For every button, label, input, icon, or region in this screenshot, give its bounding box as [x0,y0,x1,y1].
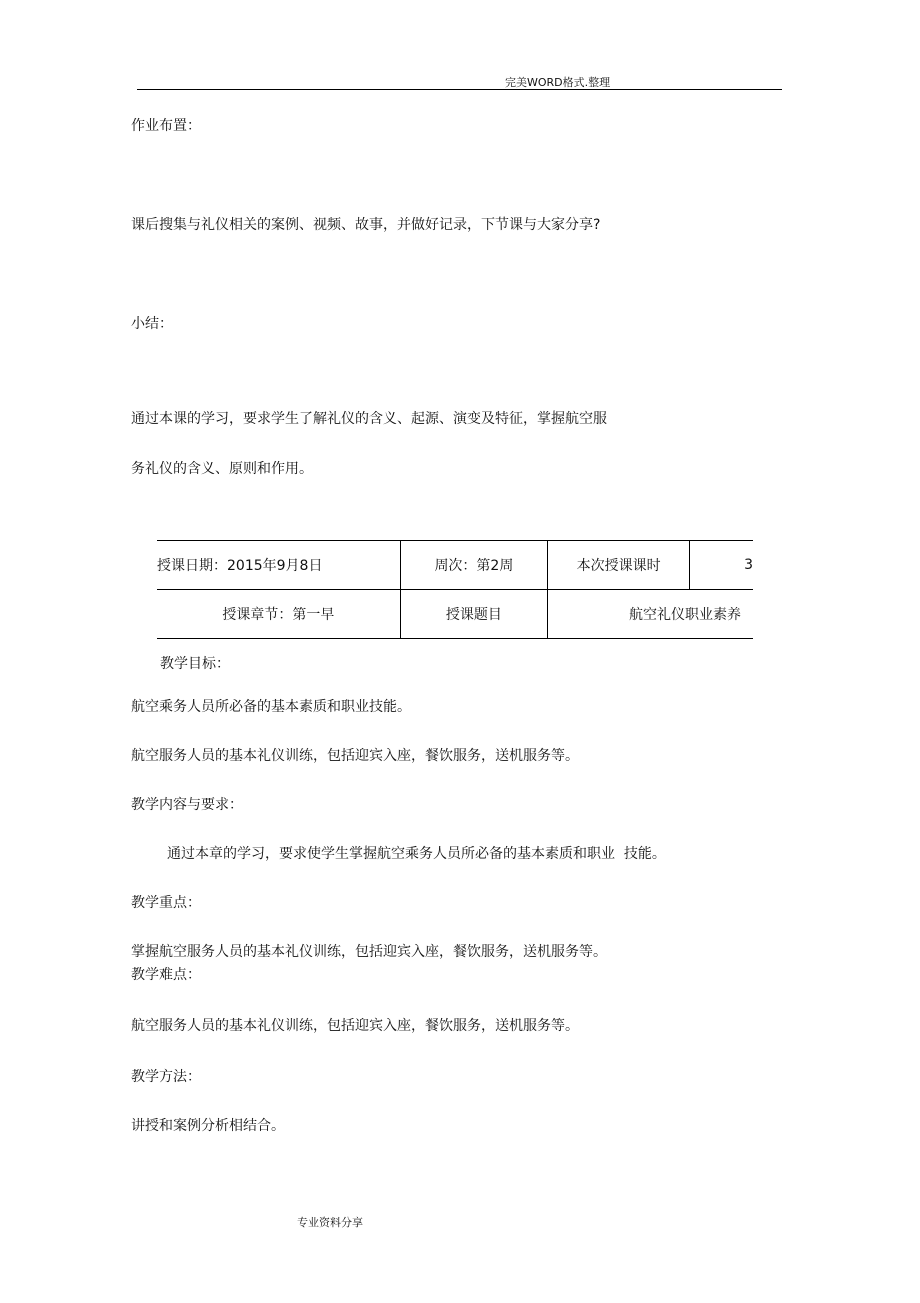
lesson-date: 授课日期：2015年9月8日 [157,558,323,574]
key-points-body: 掌握航空服务人员的基本礼仪训练，包括迎宾入座，餐饮服务，送机服务等。 [131,944,607,960]
homework-heading: 作业布置： [131,118,201,134]
hours-label: 本次授课课时 [576,558,661,574]
header-rule [137,89,782,90]
goals-item-1: 航空乘务人员所必备的基本素质和职业技能。 [131,699,411,715]
week-cell [400,541,547,590]
table-row [157,590,753,639]
methods-heading: 教学方法： [131,1069,201,1085]
page-header: 完美WORD格式.整理 [505,76,611,89]
goals-item-2: 航空服务人员的基本礼仪训练，包括迎宾入座，餐饮服务，送机服务等。 [131,748,579,764]
topic-label-cell [400,590,547,639]
page-footer: 专业资料分享 [297,1216,363,1229]
homework-body: 课后搜集与礼仪相关的案例、视频、故事，并做好记录，下节课与大家分享? [131,217,601,233]
key-points-heading: 教学重点： [131,895,201,911]
chapter: 授课章节：第一早 [222,607,335,623]
chapter-cell [157,590,400,639]
summary-line-1: 通过本课的学习，要求学生了解礼仪的含义、起源、演变及特征，掌握航空服 [131,411,607,427]
content-body: 通过本章的学习，要求使学生掌握航空乘务人员所必备的基本素质和职业 技能。 [167,846,666,862]
goals-heading: 教学目标： [160,656,230,672]
topic-label: 授课题目 [445,607,502,623]
content-heading: 教学内容与要求： [131,797,243,813]
table-row [157,541,753,590]
topic-value-cell [548,590,753,639]
lesson-date-cell [157,541,400,590]
summary-line-2: 务礼仪的含义、原则和作用。 [131,461,313,477]
difficulties-heading: 教学难点： [131,967,201,983]
methods-body: 讲授和案例分析相结合。 [131,1118,285,1134]
topic-value: 航空礼仪职业素养 [629,607,741,623]
hours-value-cell [690,541,753,590]
lesson-info-table [157,540,753,639]
hours-value: 3 [744,557,753,573]
hours-label-cell [548,541,690,590]
week-number: 周次：第2周 [434,558,514,574]
difficulties-body: 航空服务人员的基本礼仪训练，包括迎宾入座，餐饮服务，送机服务等。 [131,1018,579,1034]
summary-heading: 小结： [131,316,173,332]
